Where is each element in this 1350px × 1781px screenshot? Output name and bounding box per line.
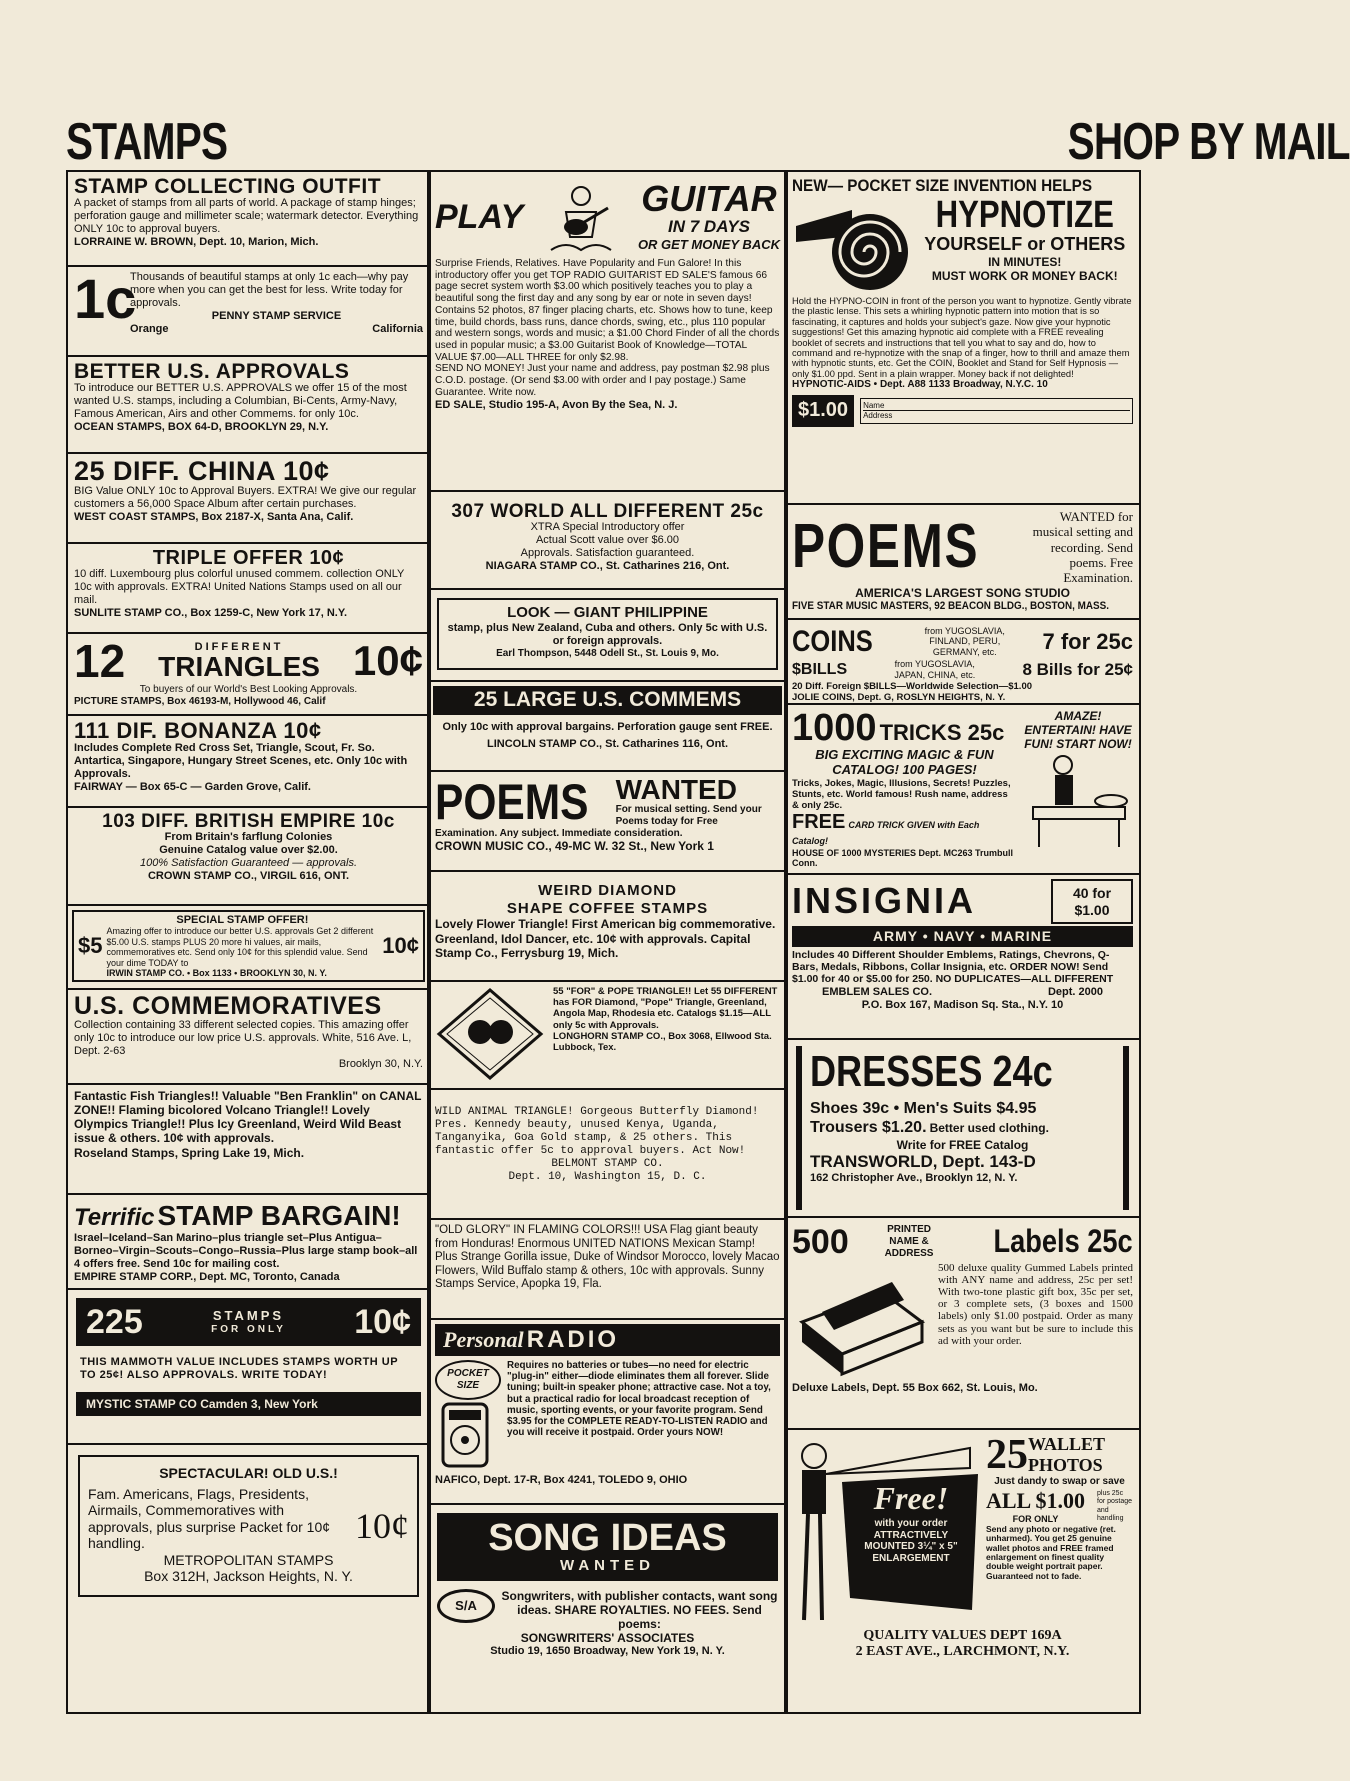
ad-address: PICTURE STAMPS, Box 46193-M, Hollywood 46, Calif — [74, 695, 326, 707]
ad-title1: WEIRD DIAMOND — [538, 882, 677, 899]
ad-logo: S/A — [437, 1589, 495, 1623]
ad-address: Box 312H, Jackson Heights, N. Y. — [144, 1568, 353, 1585]
order-address-field[interactable]: Address — [863, 411, 893, 421]
ad-body: BIG Value ONLY 10c to Approval Buyers. EXTRA! We give our regular customers a 56,000 Space Album after certain purchases. — [74, 485, 417, 510]
ad-better-approvals — [68, 357, 429, 454]
ad-personal-radio — [429, 1320, 786, 1505]
ad-price: 10¢ — [355, 1506, 409, 1546]
ad-title: SPECTACULAR! OLD U.S.! — [159, 1465, 338, 1481]
ad-address: Deluxe Labels, Dept. 55 Box 662, St. Louis, Mo. — [792, 1382, 1038, 1395]
ad-mystic-stamp — [68, 1290, 429, 1445]
ad-num: 500 — [792, 1223, 849, 1261]
ad-address: CROWN MUSIC CO., 49-MC W. 32 St., New York 1 — [435, 839, 714, 854]
ad-body: 500 deluxe quality Gummed Labels printed with ANY name and address, 25c per set! With two-tone plastic gift box, 35c per set, or 3 complete sets, (3 boxes and 1500 labels) only $1.00 postpaid. Order as many sets as you want but be sure to include this ad with your order. — [938, 1262, 1133, 1347]
ad-special-stamp-offer — [68, 906, 429, 990]
ad-poems-five-star — [786, 505, 1139, 620]
ad-body: Fantastic Fish Triangles!! Valuable "Ben Franklin" on CANAL ZONE!! Flaming bicolored Volcano Triangle!! Lovely Olympics Triangle!! Plus Icy Greenland, Weird Wild Beast issue & others. 10¢ with approvals. — [74, 1089, 422, 1146]
ad-address: SUNLITE STAMP CO., Box 1259-C, New York 17, N.Y. — [74, 606, 348, 619]
ad-body: To introduce our BETTER U.S. APPROVALS we offer 15 of the most wanted U.S. stamps, including a Columbian, Bi-Cents, Army-Navy, Famous American, Airs and other Commems. for only 10c. — [74, 382, 407, 420]
ad-body: Collection containing 33 different selected copies. This amazing offer only 10c to introduce our low price U.S. approvals. White, 516 Ave. L, Dept. 2-63 — [74, 1019, 412, 1057]
ad-address: Roseland Stamps, Spring Lake 19, Mich. — [74, 1145, 305, 1160]
ad-bonanza — [68, 716, 429, 808]
ad-free-sub: with your order ATTRACTIVELY MOUNTED 3¼" x 5" ENLARGEMENT — [864, 1517, 958, 1565]
ad-address: Studio 19, 1650 Broadway, New York 19, N. Y. — [490, 1645, 725, 1658]
ad-triple-offer — [68, 544, 429, 634]
triangle-stamp-icon — [435, 986, 545, 1082]
ad-line1: From Britain's farflung Colonies — [164, 831, 333, 843]
ad-word: TRIANGLES — [158, 651, 320, 683]
ad-name: PENNY STAMP SERVICE — [211, 309, 342, 322]
ad-free-sub: CARD TRICK GIVEN with Each Catalog! — [792, 820, 980, 846]
ad-body: Send any photo or negative (ret. unharmed). You get 25 genuine wallet photos and FREE framed enlargement on finest quality double weight portrait paper. Guaranteed not to fade. — [986, 1523, 1116, 1581]
ad-title: POEMS — [792, 512, 980, 582]
ad-kicker: Terrific — [74, 1204, 155, 1231]
ad-sub: YOURSELF or OTHERS — [924, 234, 1126, 255]
ad-address: LONGHORN STAMP CO., Box 3068, Ellwood Sta. Lubbock, Tex. — [553, 1030, 772, 1054]
ad-sub3: MUST WORK OR MONEY BACK! — [931, 269, 1118, 284]
ad-fish-triangles — [68, 1085, 429, 1195]
ad-body: Only 10c with approval bargains. Perforation gauge sent FREE. — [442, 720, 773, 733]
ad-bills-from: from YUGOSLAVIA, JAPAN, CHINA, etc. — [894, 659, 976, 680]
ad-body: WILD ANIMAL TRIANGLE! Gorgeous Butterfly Diamond! Pres. Kennedy beauty, unused Kenya, Uganda, Tanganyika, Goa Gold stamp, & 25 others. This fantastic offer 5c to approval buyers. Act Now! — [435, 1106, 759, 1157]
ad-title: 25 DIFF. CHINA 10¢ — [74, 456, 330, 486]
column-middle — [427, 170, 788, 1714]
ad-side: WANTED for musical setting and recording. Send poems. Free Examination. — [1032, 509, 1133, 586]
ad-wanted: WANTED — [615, 774, 737, 805]
ad-for-only: FOR ONLY — [1012, 1514, 1059, 1525]
ad-bills-price: 8 Bills for 25¢ — [1022, 659, 1133, 679]
ad-body: Lovely Flower Triangle! First American big commemorative. Greenland, Idol Dancer, etc. 10¢ with approvals. Capital Stamp Co., Ferrysburg 19, Mich. — [435, 917, 776, 960]
ad-play-guitar — [429, 172, 786, 492]
ad-title: POEMS — [435, 773, 589, 830]
ad-wild-animal — [429, 1090, 786, 1220]
ad-line2b: Better used clothing. — [929, 1120, 1049, 1135]
ad-world-all-different — [429, 492, 786, 590]
ad-address: HYPNOTIC-AIDS • Dept. A88 1133 Broadway, N.Y.C. 10 — [792, 379, 1048, 391]
ad-title1: Personal — [443, 1327, 524, 1352]
ad-address: Dept. 10, Washington 15, D. C. — [508, 1170, 707, 1183]
ad-address: NAFICO, Dept. 17-R, Box 4241, TOLEDO 9, OHIO — [435, 1473, 688, 1486]
ad-body: Examination. Any subject. Immediate consideration. — [435, 827, 683, 839]
ad-hypnotize — [786, 172, 1139, 505]
ad-address: LINCOLN STAMP CO., St. Catharines 116, Ont. — [486, 737, 729, 750]
ad-british-empire — [68, 808, 429, 906]
ad-line2: Actual Scott value over $6.00 — [535, 533, 680, 546]
pocket-size-badge — [435, 1360, 501, 1400]
ad-stamp-outfit — [68, 172, 429, 267]
ad-line3: Approvals. Satisfaction guaranteed. — [520, 546, 695, 559]
ad-title: DRESSES 24c — [810, 1047, 1053, 1096]
ad-1000-tricks — [786, 705, 1139, 875]
ad-body: stamp, plus New Zealand, Cuba and others. Only 5c with U.S. or foreign approvals. — [447, 621, 768, 647]
ad-title2: SHAPE COFFEE STAMPS — [506, 899, 709, 917]
ad-address: OCEAN STAMPS, BOX 64-D, BROOKLYN 29, N.Y. — [74, 420, 329, 433]
header-shop-by-mail: SHOP BY MAIL — [1067, 113, 1350, 171]
ad-pope-triangle — [429, 982, 786, 1090]
ad-old-us — [68, 1445, 429, 1712]
ad-body: Requires no batteries or tubes—no need for electric "plug-in" either—diode eliminates them all forever. Slide tuning; built-in speaker phone; attractive case. Not a toy, but a practical radio for local broadcast reception of music, sporting events, or your favorite program. Send $3.95 for the COMPLETE READY-TO-LISTEN RADIO and you will receive it postpaid. Order yours NOW! — [507, 1360, 771, 1438]
ad-bills: $BILLS — [792, 660, 848, 678]
ad-name: SONGWRITERS' ASSOCIATES — [520, 1631, 695, 1646]
ad-address: Earl Thompson, 5448 Odell St., St. Louis 9, Mo. — [496, 647, 719, 659]
ad-body: To buyers of our World's Best Looking Approvals. — [139, 684, 358, 695]
ad-number: 225 — [86, 1302, 143, 1341]
ad-city: Brooklyn 30, N.Y. — [338, 1057, 423, 1070]
ad-body: Hold the HYPNO-COIN in front of the person you want to hypnotize. Gently vibrate the plastic lense. This sets a whirling hypnotic pattern into motion that is so fascinating, it captures and holds your subject's gaze. Now give your hypnotic suggestions! Get this amazing hypnotic aid complete with a FREE revealing booklet of secrets and instructions that tell you what to say and do, how to command and re-hypnotize with the snap of a finger, how to thrill and amaze them with hypnotic stunts, etc. Get the COIN, Booklet and Stand for Self Hypnosis — only $1.00 ppd. Sent in a plain wrapper. Money back if not delighted! — [792, 296, 1132, 379]
ad-body: 10 diff. Luxembourg plus colorful unused commem. collection ONLY 10c with approvals. EXTRA! United Nations Stamps used on all our mail. — [74, 568, 405, 606]
ad-address: WEST COAST STAMPS, Box 2187-X, Santa Ana, Calif. — [74, 510, 354, 523]
ad-sub1: IN 7 DAYS — [668, 217, 750, 237]
ad-left: $5 — [78, 933, 103, 959]
ad-line3: Write for FREE Catalog — [896, 1137, 1029, 1152]
ad-line2: Trousers $1.20. — [810, 1118, 927, 1136]
ad-name: METROPOLITAN STAMPS — [163, 1551, 334, 1568]
ad-body: Israel–Iceland–San Marino–plus triangle set–Plus Antigua–Borneo–Virgin–Scouts–Congo–Russia–Plus large stamp book–all 4 offers free. Send 10c for mailing cost. — [74, 1232, 418, 1271]
ad-name: BELMONT STAMP CO. — [551, 1157, 664, 1170]
ad-title: 25 LARGE U.S. COMMEMS — [433, 686, 782, 715]
ad-address: JOLIE COINS, Dept. G, ROSLYN HEIGHTS, N. Y. — [792, 691, 1006, 703]
ad-dept: Dept. 2000 — [1047, 985, 1103, 998]
ad-giant-philippine — [429, 590, 786, 682]
ad-song-ideas — [429, 1505, 786, 1712]
ad-body2: SEND NO MONEY! Just your name and address, pay postman $2.98 plus C.O.D. postage. (Or send $3.00 with order and I pay postage.) Same Guarantee. Write now. — [435, 363, 770, 398]
ad-num: 25 — [986, 1432, 1028, 1479]
ad-name: TRANSWORLD, Dept. 143-D — [810, 1151, 1036, 1171]
ad-body: THIS MAMMOTH VALUE INCLUDES STAMPS WORTH UP TO 25¢! ALSO APPROVALS. WRITE TODAY! — [80, 1356, 398, 1381]
ad-body: "OLD GLORY" IN FLAMING COLORS!!! USA Flag giant beauty from Honduras! Enormous UNITED NATIONS Mexican Stamp! Plus Strange Gorilla issue, Duke of Windsor Morocco, lovely Macao Flowers, Wild Buffalo stamp & others, 10c with approvals. Sunny Stamps Service, Apopka 19, Fla. — [435, 1224, 780, 1291]
ad-coins: COINS — [792, 625, 873, 658]
ad-address: FAIRWAY — Box 65-C — Garden Grove, Calif. — [74, 780, 311, 793]
ad-line2: Genuine Catalog value over $2.00. — [159, 843, 338, 856]
ad-line1: XTRA Special Introductory offer — [530, 521, 685, 533]
ad-title: STAMP COLLECTING OUTFIT — [74, 175, 382, 198]
ad-penny-stamp — [68, 267, 429, 357]
ad-sub: BIG EXCITING MAGIC & FUN CATALOG! 100 PAGES! — [815, 747, 994, 778]
ad-coins — [786, 620, 1139, 705]
ad-sub: Just dandy to swap or save — [994, 1476, 1125, 1488]
ad-address: CROWN STAMP CO., VIRGIL 616, ONT. — [147, 869, 350, 882]
ad-coins-price: 7 for 25c — [1042, 628, 1133, 654]
ad-body: 55 "FOR" & POPE TRIANGLE!! Let 55 DIFFERENT has FOR Diamond, "Pope" Triangle, Greenland, Angola Map, Rhodesia etc. Catalogs $1.15—ALL only 5c with Approvals. — [553, 986, 778, 1031]
ad-address: NIAGARA STAMP CO., St. Catharines 216, Ont. — [485, 559, 730, 572]
ad-body: Includes 40 Different Shoulder Emblems, Ratings, Chevrons, Q-Bars, Medals, Ribbons, Collar Insignia, etc. ORDER NOW! Send $1.00 for 40 or $5.00 for 250. NO DUPLICATES—ALL DIFFERENT — [792, 948, 1114, 986]
ad-body: A packet of stamps from all parts of world. A package of stamp hinges; perforation gauge and millimeter scale; watermark detector. Everything ONLY 10c to approval buyers. — [74, 197, 419, 235]
ad-address: 162 Christopher Ave., Brooklyn 12, N. Y. — [810, 1171, 1018, 1184]
ad-price: 10¢ — [352, 637, 423, 684]
ad-body: Thousands of beautiful stamps at only 1c each—why pay more when you can get the best for less. Write today for approvals. — [130, 271, 409, 309]
ad-guitar: GUITAR — [641, 178, 777, 220]
ad-poems-crown — [429, 772, 786, 872]
magician-icon — [1023, 751, 1133, 851]
ad-address: LORRAINE W. BROWN, Dept. 10, Marion, Mich. — [74, 235, 319, 248]
ad-price: 40 for $1.00 — [1051, 879, 1133, 924]
radio-icon — [435, 1400, 495, 1470]
ad-title: BETTER U.S. APPROVALS — [74, 360, 350, 383]
ad-title: 307 WORLD ALL DIFFERENT 25c — [451, 501, 764, 522]
ad-insignia — [786, 875, 1139, 1040]
ad-play: PLAY — [435, 197, 524, 236]
ad-city: Orange — [130, 322, 169, 335]
ad-china — [68, 454, 429, 544]
ad-title: HYPNOTIZE — [935, 194, 1114, 237]
ad-line3: 100% Satisfaction Guaranteed — approvals. — [139, 856, 358, 869]
label-box-icon — [792, 1262, 932, 1382]
ad-kicker: DIFFERENT — [194, 640, 284, 653]
ad-title: Labels 25c — [993, 1223, 1133, 1260]
ad-title: LOOK — GIANT PHILIPPINE — [507, 604, 708, 621]
ad-price: 10¢ — [354, 1302, 411, 1341]
ad-address: IRWIN STAMP CO. • Box 1133 • BROOKLYN 30, N. Y. — [106, 967, 327, 978]
ad-sub2: IN MINUTES! — [988, 255, 1062, 270]
ad-title: U.S. COMMEMORATIVES — [74, 992, 382, 1020]
column-left — [66, 170, 431, 1714]
hypno-coin-icon — [792, 196, 912, 296]
ad-body: Songwriters, with publisher contacts, want song ideas. SHARE ROYALTIES. NO FEES. Send poems: — [501, 1588, 778, 1631]
ad-free: Free! — [873, 1480, 949, 1516]
ad-title: WALLET PHOTOS — [1028, 1434, 1105, 1476]
ad-title: 103 DIFF. BRITISH EMPIRE 10c — [102, 811, 395, 832]
ad-title2: RADIO — [526, 1326, 620, 1353]
ad-body: Tricks, Jokes, Magic, Illusions, Secrets! Puzzles, Stunts, etc. World famous! Rush name, address & only 25c. — [792, 777, 1011, 812]
header-stamps: STAMPS — [66, 113, 228, 171]
ad-title: 111 DIF. BONANZA 10¢ — [74, 718, 322, 743]
ad-badge1: POCKET — [447, 1368, 489, 1380]
ad-dresses — [786, 1040, 1139, 1218]
ad-address: 2 EAST AVE., LARCHMONT, N.Y. — [855, 1644, 1070, 1660]
ad-address: P.O. Box 167, Madison Sq. Sta., N.Y. 10 — [861, 998, 1064, 1011]
ad-price: $1.00 — [792, 395, 854, 427]
ad-body: Amazing offer to introduce our better U.S. approvals Get 2 different $5.00 U.S. stamps PLUS 20 more hi values, air mails, commemoratives etc. Send only 10¢ for this splendid value. Send your dime TODAY to — [106, 926, 374, 968]
ad-title: 1000 — [792, 707, 877, 749]
ad-kicker: PRINTED NAME & ADDRESS — [884, 1224, 934, 1259]
ad-labels — [786, 1218, 1139, 1430]
ad-line: 20 Diff. Foreign $BILLS—Worldwide Selection—$1.00 — [792, 680, 1033, 692]
ad-name: QUALITY VALUES DEPT 169A — [863, 1627, 1062, 1643]
ad-large-commems — [429, 682, 786, 772]
ad-body: Includes Complete Red Cross Set, Triangle, Scout, Fr. So. Antartica, Singapore, Hungary Street Scenes, etc. Only 10c with Approvals. — [74, 742, 408, 780]
ad-us-commemoratives — [68, 990, 429, 1085]
ad-address: HOUSE OF 1000 MYSTERIES Dept. MC263 Trumbull Conn. — [792, 847, 1014, 869]
ad-side: AMAZE! ENTERTAIN! HAVE FUN! START NOW! — [1024, 709, 1132, 752]
ad-mid2: FOR ONLY — [211, 1323, 286, 1335]
ad-body: Surprise Friends, Relatives. Have Popularity and Fun Galore! In this introductory offer you get TOP RADIO GUITARIST ED SALE'S famous 66 page secret system worth $3.00 which positively teaches you to play a beautiful song the first day and any song by ear or note in seven days! Contains 52 photos, 87 finger placing charts, etc. Shows how to tune, keep time, build chords, bass runs, dance chords, swing, etc., plus 110 popular and western songs, words and music; a $1.00 Chord Finder of all the chords used in popular music; a $3.00 Guitarist Book of Knowledge—TOTAL VALUE $7.00—ALL THREE for only $2.98. — [435, 258, 780, 363]
ad-word: TRICKS 25c — [879, 720, 1005, 745]
ad-address: FIVE STAR MUSIC MASTERS, 92 BEACON BLDG., BOSTON, MASS. — [792, 599, 1110, 612]
order-name-field[interactable]: Name — [863, 401, 1130, 411]
ad-body: Fam. Americans, Flags, Presidents, Airmails, Commemoratives with approvals, plus surprise Packet for 10¢ handling. — [88, 1485, 331, 1552]
ad-number: 12 — [74, 635, 126, 687]
ad-side: plus 25c for postage and handling — [1097, 1490, 1133, 1522]
ad-badge2: SIZE — [456, 1380, 480, 1392]
ad-all: ALL $1.00 — [986, 1488, 1086, 1514]
ad-sub: WANTED — [560, 1557, 655, 1574]
ad-address: MYSTIC STAMP CO Camden 3, New York — [76, 1392, 421, 1416]
ad-address: EMPIRE STAMP CORP., Dept. MC, Toronto, Canada — [74, 1271, 340, 1284]
ad-right: 10¢ — [382, 933, 419, 959]
ad-mid1: STAMPS — [212, 1308, 285, 1324]
ad-title: STAMP BARGAIN! — [157, 1200, 401, 1231]
ad-old-glory — [429, 1220, 786, 1320]
ad-side: For musical setting. Send your Poems today for Free — [615, 804, 762, 827]
ad-title: TRIPLE OFFER 10¢ — [152, 547, 345, 569]
ad-triangles — [68, 634, 429, 716]
ad-weird-diamond — [429, 872, 786, 982]
ad-title: SPECIAL STAMP OFFER! — [176, 913, 309, 926]
ad-kicker: NEW— POCKET SIZE INVENTION HELPS — [792, 176, 1093, 195]
ad-coins-from: from YUGOSLAVIA, FINLAND, PERU, GERMANY, etc. — [924, 625, 1005, 657]
ad-name: EMBLEM SALES CO. — [822, 985, 933, 998]
ad-sub2: OR GET MONEY BACK — [637, 237, 780, 253]
ad-address: ED SALE, Studio 195-A, Avon By the Sea, N. J. — [435, 398, 678, 411]
ad-title: SONG IDEAS — [488, 1517, 727, 1559]
ad-price: 1c — [74, 267, 137, 330]
guitar-player-icon — [546, 182, 616, 252]
ad-wallet-photos — [786, 1430, 1139, 1712]
ad-sub: AMERICA'S LARGEST SONG STUDIO — [855, 585, 1070, 600]
ad-bar: ARMY • NAVY • MARINE — [792, 926, 1133, 947]
column-right — [784, 170, 1141, 1714]
ad-state: California — [372, 322, 423, 335]
ad-title: INSIGNIA — [792, 880, 977, 922]
ad-free: FREE — [792, 811, 846, 834]
ad-line1: Shoes 39c • Men's Suits $4.95 — [810, 1100, 1037, 1117]
ad-stamp-bargain — [68, 1195, 429, 1290]
